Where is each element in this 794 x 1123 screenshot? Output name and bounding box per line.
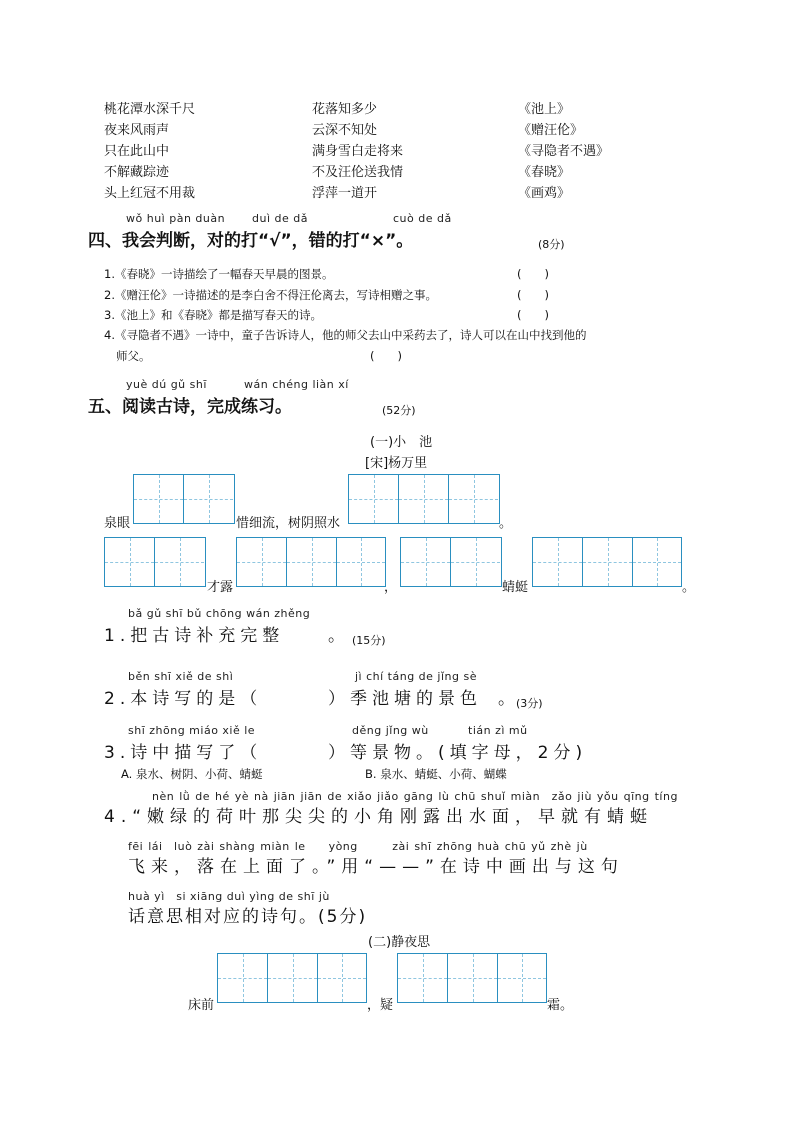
poem2-title: (二)静夜思	[368, 935, 431, 950]
q4-text: 话意思相对应的诗句。(5分)	[128, 907, 368, 927]
writing-grid[interactable]	[133, 474, 235, 524]
writing-grid[interactable]	[532, 537, 682, 587]
poem2-text: ，疑	[367, 998, 394, 1013]
match-col3-item: 《寻隐者不遇》	[518, 144, 610, 159]
q4-pinyin: fēi lái luò zài shàng miàn le yòng zài shī zhōng huà chū yǔ zhè jù	[128, 840, 588, 853]
section5-points: (52分)	[382, 404, 416, 417]
judge-item: 2.《赠汪伦》一诗描述的是李白舍不得汪伦离去，写诗相赠之事。	[104, 288, 437, 302]
poem1-text: 才露	[207, 580, 234, 595]
match-col1-item: 只在此山中	[104, 144, 170, 159]
q2-text: 2.本诗写的是（	[104, 689, 263, 709]
q4-pinyin: nèn lǜ de hé yè nà jiān jiān de xiǎo jiǎo gāng lù chū shuǐ miàn zǎo jiù yǒu qīng tíng	[152, 790, 678, 803]
poem1-title: (一)小 池	[370, 435, 433, 450]
section5-pinyin: yuè dú gǔ shī	[126, 378, 207, 391]
q3-pinyin: shī zhōng miáo xiě le	[128, 724, 256, 737]
q3-text: 3.诗中描写了（	[104, 743, 263, 763]
judge-item: 3.《池上》和《春晓》都是描写春天的诗。	[104, 308, 322, 322]
poem1-text: 惜细流，树阴照水	[236, 516, 341, 531]
section5-title: 五、阅读古诗，完成练习。	[88, 397, 292, 417]
writing-grid[interactable]	[217, 953, 367, 1003]
q2-points: (3分)	[516, 697, 543, 710]
q1-pinyin: bǎ gǔ shī bǔ chōng wán zhěng	[128, 607, 311, 620]
answer-paren[interactable]: ( )	[517, 288, 549, 302]
q4-pinyin: huà yì si xiāng duì yìng de shī jù	[128, 890, 330, 903]
match-col3-item: 《春晓》	[518, 165, 571, 180]
match-col1-item: 头上红冠不用裁	[104, 186, 196, 201]
q3-option-a[interactable]: A. 泉水、树阴、小荷、蜻蜓	[121, 767, 263, 781]
poem1-text: 。	[499, 516, 513, 531]
judge-item-cont: 师父。	[116, 349, 151, 363]
q4-text: 飞来，落在上面了。”用“——”在诗中画出与这句	[128, 857, 624, 877]
match-col2-item: 花落知多少	[312, 102, 378, 117]
q1-text: 1.把古诗补充完整	[104, 626, 285, 646]
writing-grid[interactable]	[348, 474, 500, 524]
match-col2-item: 不及汪伦送我情	[312, 165, 404, 180]
match-col2-item: 云深不知处	[312, 123, 378, 138]
q3-pinyin: tián zì mǔ	[468, 724, 528, 737]
match-col2-item: 浮萍一道开	[312, 186, 378, 201]
section4-pinyin: wǒ huì pàn duàn	[126, 212, 226, 225]
q3-pinyin: děng jǐng wù	[352, 724, 429, 737]
poem1-author: [宋]杨万里	[365, 456, 428, 471]
q2-end: 。	[498, 689, 515, 709]
poem1-text: 泉眼	[104, 516, 131, 531]
q3-text: ）等景物。(填字母，2分)	[328, 743, 588, 763]
writing-grid[interactable]	[397, 953, 547, 1003]
match-col1-item: 夜来风雨声	[104, 123, 170, 138]
match-col2-item: 满身雪白走将来	[312, 144, 404, 159]
section4-points: (8分)	[538, 238, 565, 251]
q3-option-b[interactable]: B. 泉水、蜻蜓、小荷、蝴蝶	[365, 767, 507, 781]
match-col1-item: 不解藏踪迹	[104, 165, 170, 180]
q1-points: (15分)	[352, 634, 386, 647]
q2-pinyin: jì chí táng de jǐng sè	[355, 670, 477, 683]
writing-grid[interactable]	[104, 537, 206, 587]
poem1-text: ，	[384, 580, 398, 595]
judge-item: 4.《寻隐者不遇》一诗中，童子告诉诗人，他的师父去山中采药去了，诗人可以在山中找到他的	[104, 328, 587, 342]
poem1-text: 。	[682, 580, 696, 595]
writing-grid[interactable]	[236, 537, 386, 587]
answer-paren[interactable]: ( )	[517, 267, 549, 281]
poem2-text: 霜。	[547, 998, 574, 1013]
answer-paren[interactable]: ( )	[370, 349, 402, 363]
q1-end: 。	[328, 626, 345, 646]
judge-item: 1.《春晓》一诗描绘了一幅春天早晨的图景。	[104, 267, 334, 281]
answer-paren[interactable]: ( )	[517, 308, 549, 322]
q2-pinyin: běn shī xiě de shì	[128, 670, 234, 683]
section4-pinyin: duì de dǎ	[252, 212, 308, 225]
q4-text: 4.“嫩绿的荷叶那尖尖的小角刚露出水面，早就有蜻蜓	[104, 807, 654, 827]
q2-text: ）季池塘的景色	[328, 689, 482, 709]
poem1-text: 蜻蜓	[502, 580, 529, 595]
section5-pinyin: wán chéng liàn xí	[244, 378, 349, 391]
match-col1-item: 桃花潭水深千尺	[104, 102, 196, 117]
poem2-text: 床前	[188, 998, 215, 1013]
section4-pinyin: cuò de dǎ	[393, 212, 452, 225]
writing-grid[interactable]	[400, 537, 502, 587]
match-col3-item: 《画鸡》	[518, 186, 571, 201]
match-col3-item: 《赠汪伦》	[518, 123, 584, 138]
match-col3-item: 《池上》	[518, 102, 571, 117]
section4-title: 四、我会判断，对的打“√”，错的打“×”。	[88, 231, 414, 251]
